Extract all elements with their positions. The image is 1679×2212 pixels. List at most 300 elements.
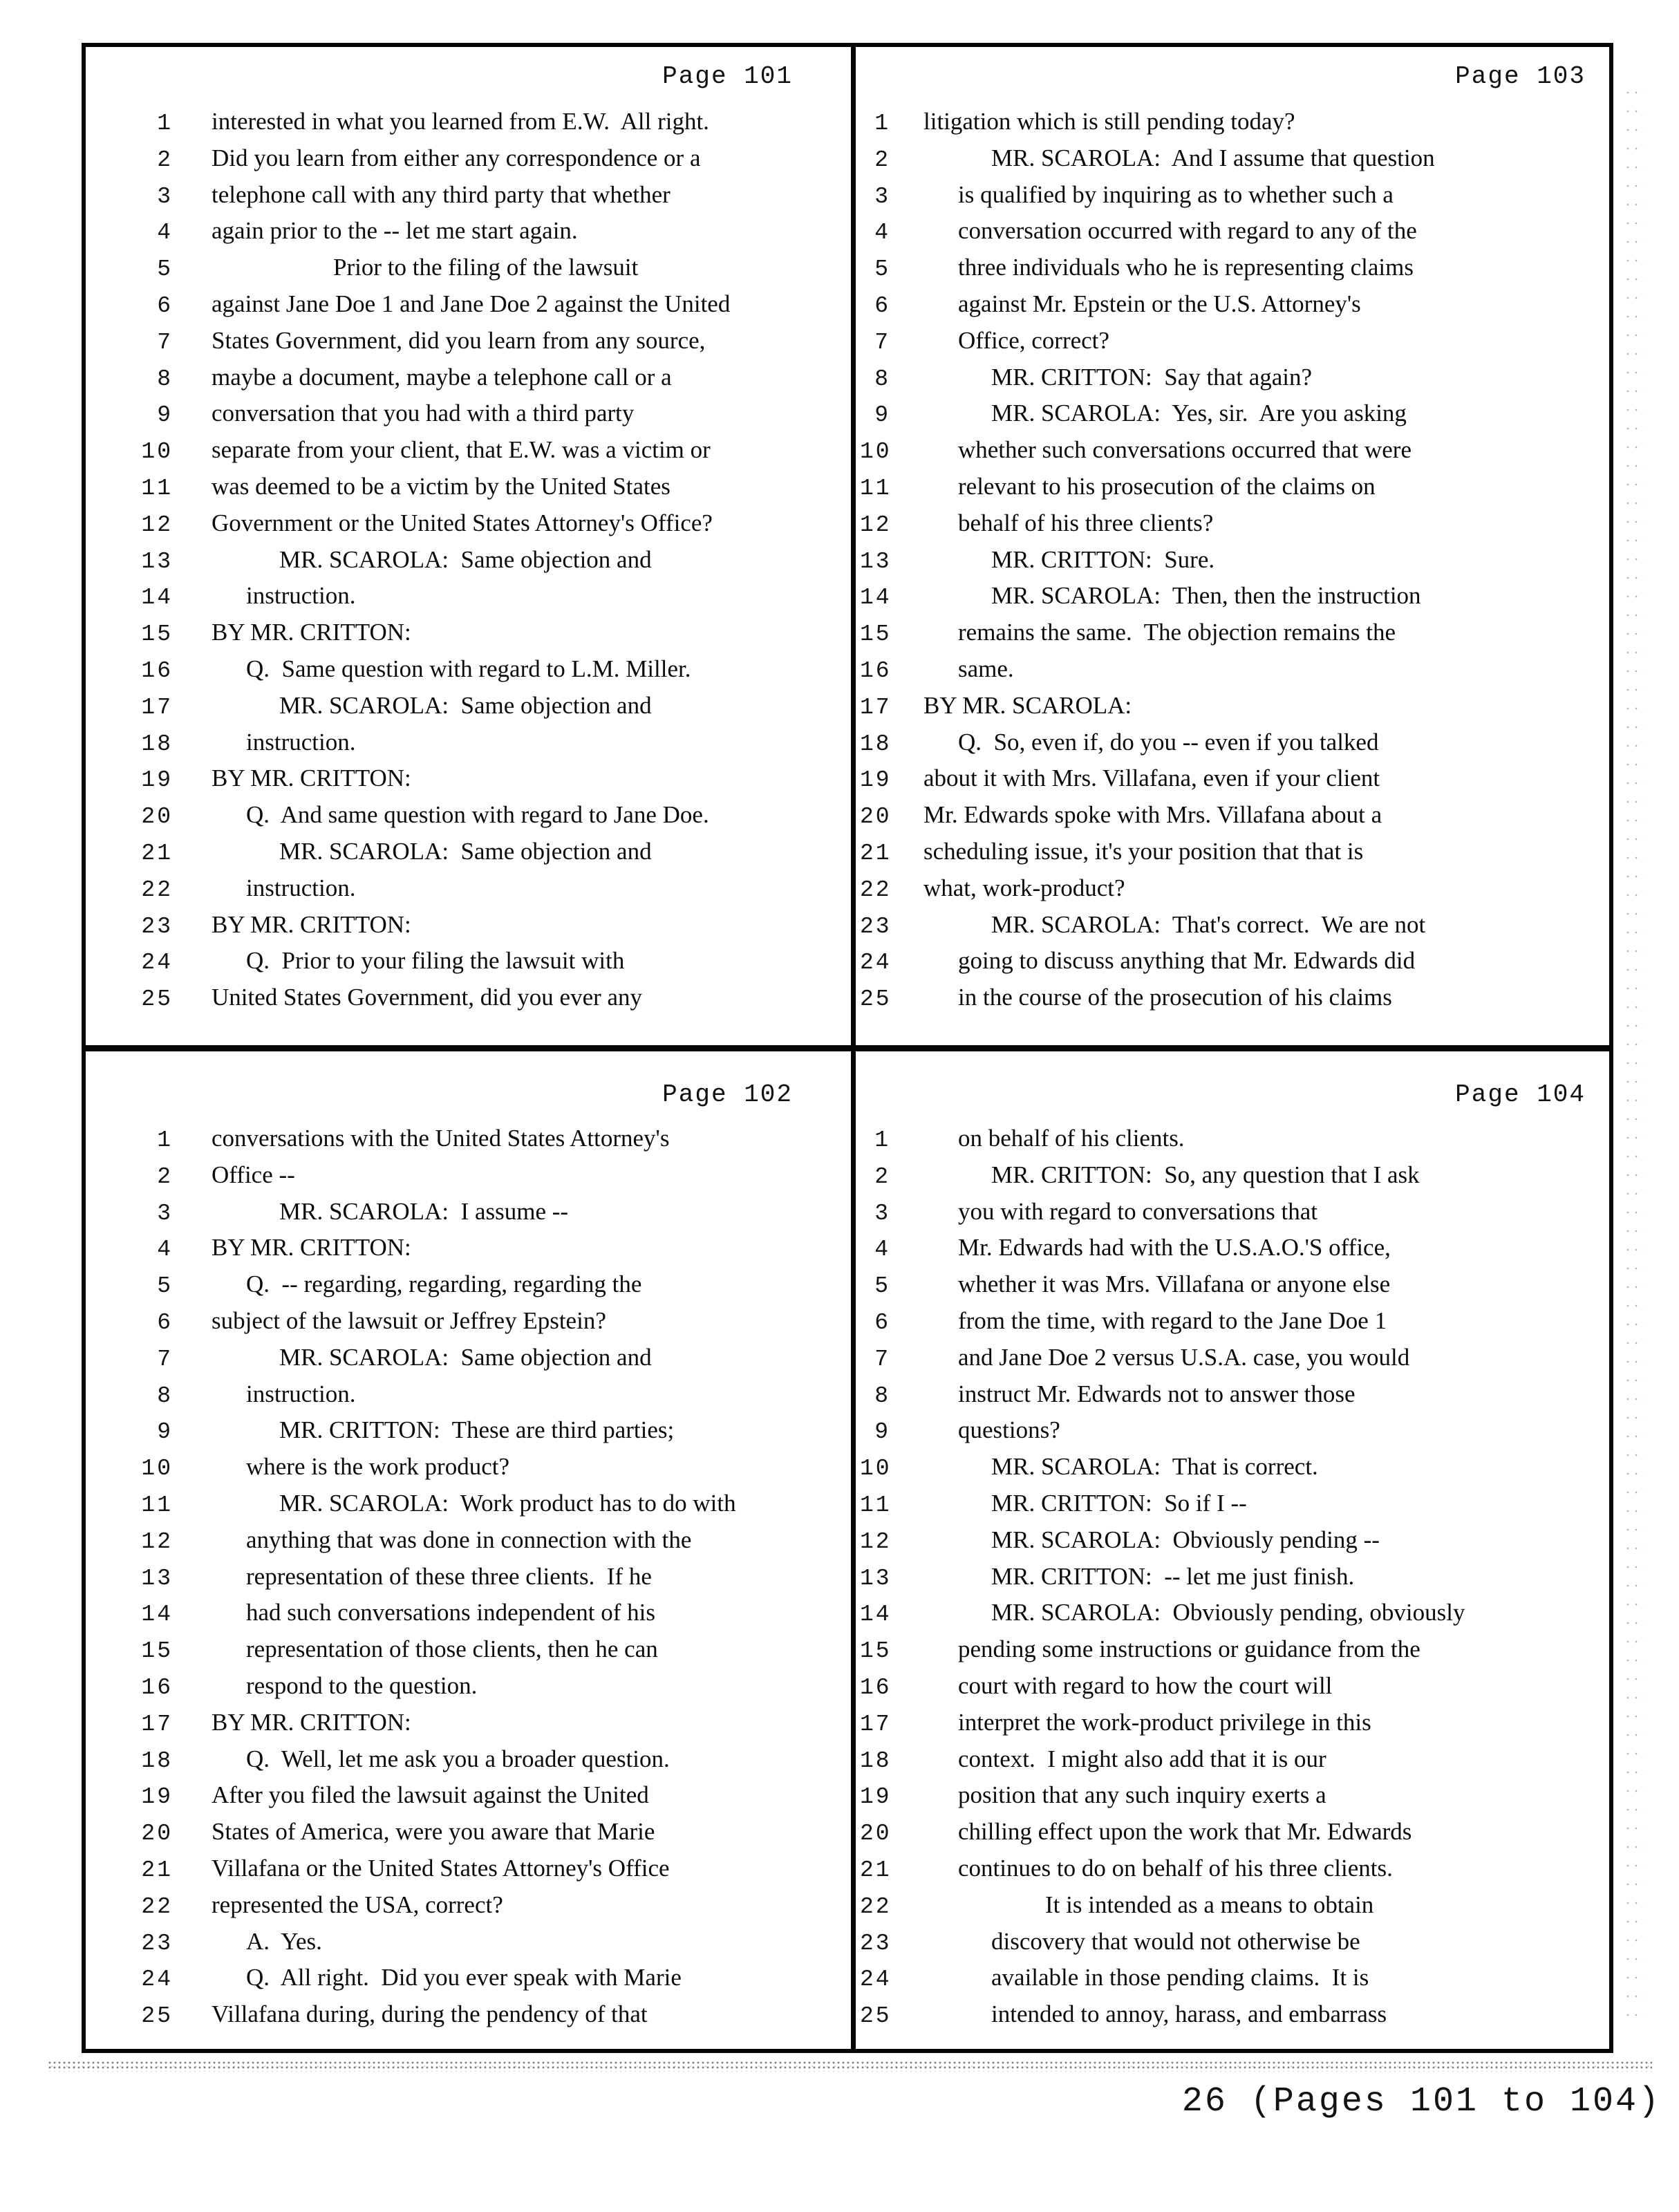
transcript-line	[90, 692, 847, 729]
line-text: Q. All right. Did you ever speak with Marie	[246, 1964, 682, 1991]
line-number: 14	[860, 1602, 892, 1628]
line-text: had such conversations independent of his	[246, 1599, 655, 1627]
line-number: 22	[860, 1893, 892, 1920]
transcript-line	[860, 290, 1611, 327]
line-text: is qualified by inquiring as to whether such a	[958, 180, 1394, 208]
line-text: BY MR. CRITTON:	[212, 765, 411, 792]
line-number: 1	[157, 111, 173, 136]
transcript-line	[860, 1198, 1611, 1235]
transcript-line	[90, 217, 847, 254]
line-number: 6	[874, 1309, 890, 1335]
line-number: 4	[157, 220, 173, 246]
transcript-line	[860, 1380, 1611, 1417]
line-number: 9	[874, 402, 890, 429]
transcript-line	[860, 692, 1611, 729]
line-number: 11	[860, 1492, 892, 1518]
line-number: 20	[860, 804, 892, 830]
transcript-line	[90, 254, 847, 290]
line-number: 16	[141, 1674, 173, 1700]
transcript-line	[90, 984, 847, 1020]
line-text: BY MR. CRITTON:	[212, 1234, 411, 1262]
line-text: going to discuss anything that Mr. Edwards did	[958, 947, 1416, 975]
line-number: 13	[860, 548, 892, 574]
transcript-line	[860, 546, 1611, 583]
line-number: 3	[157, 183, 173, 209]
line-text: telephone call with any third party that whether	[212, 180, 670, 208]
transcript-line	[90, 1928, 847, 1965]
line-number: 2	[874, 147, 890, 173]
line-number: 17	[860, 694, 892, 720]
line-text: context. I might also add that it is our	[958, 1745, 1326, 1772]
line-number: 5	[157, 1273, 173, 1300]
page-header: Page 101	[662, 62, 793, 91]
line-text: intended to annoy, harass, and embarrass	[991, 2000, 1387, 2028]
line-text: interested in what you learned from E.W. All right.	[212, 108, 709, 135]
transcript-line	[90, 1161, 847, 1198]
line-number: 25	[141, 2003, 173, 2030]
transcript-line	[860, 1563, 1611, 1600]
line-text: scheduling issue, it's your position that that is	[923, 837, 1364, 865]
line-number: 22	[141, 877, 173, 903]
transcript-line	[90, 1125, 847, 1161]
line-number: 14	[141, 585, 173, 611]
transcript-line	[860, 874, 1611, 911]
line-number: 18	[860, 1747, 892, 1774]
transcript-line	[860, 911, 1611, 948]
line-number: 21	[141, 1857, 173, 1883]
transcript-line	[90, 838, 847, 874]
transcript-line	[90, 1307, 847, 1344]
line-text: Office --	[212, 1161, 295, 1188]
line-text: MR. CRITTON: These are third parties;	[279, 1416, 675, 1444]
line-text: Mr. Edwards had with the U.S.A.O.'S office,	[958, 1234, 1391, 1262]
line-text: conversation that you had with a third party	[212, 400, 635, 427]
line-text: MR. SCAROLA: And I assume that question	[991, 144, 1435, 171]
line-number: 9	[874, 1419, 890, 1445]
line-text: MR. SCAROLA: That's correct. We are not	[991, 910, 1426, 938]
line-text: same.	[958, 655, 1014, 682]
transcript-line	[860, 436, 1611, 473]
transcript-line	[90, 1635, 847, 1672]
line-number: 11	[141, 1492, 173, 1518]
line-text: whether such conversations occurred that were	[958, 436, 1411, 464]
line-number: 13	[141, 548, 173, 574]
line-number: 12	[860, 512, 892, 538]
line-number: 13	[141, 1565, 173, 1591]
line-number: 11	[860, 475, 892, 501]
line-number: 3	[874, 1200, 890, 1226]
transcript-line	[90, 436, 847, 473]
transcript-line	[90, 582, 847, 619]
transcript-page-103	[860, 48, 1611, 1042]
transcript-line	[90, 911, 847, 948]
line-number: 14	[860, 585, 892, 611]
line-text: Q. Well, let me ask you a broader question.	[246, 1745, 670, 1772]
line-number: 1	[157, 1127, 173, 1153]
line-text: where is the work product?	[246, 1453, 509, 1481]
line-text: discovery that would not otherwise be	[991, 1927, 1360, 1955]
transcript-line	[90, 1198, 847, 1235]
line-text: in the course of the prosecution of his claims	[958, 984, 1392, 1011]
line-number: 24	[141, 950, 173, 976]
line-number: 21	[141, 840, 173, 866]
transcript-line	[860, 984, 1611, 1020]
line-number: 12	[860, 1528, 892, 1555]
transcript-line	[90, 181, 847, 218]
line-number: 15	[141, 1638, 173, 1665]
transcript-line	[90, 1453, 847, 1490]
line-number: 15	[860, 621, 892, 648]
transcript-lines	[860, 108, 1611, 1020]
line-text: against Mr. Epstein or the U.S. Attorney's	[958, 290, 1361, 317]
line-text: whether it was Mrs. Villafana or anyone else	[958, 1271, 1391, 1298]
line-number: 18	[860, 731, 892, 757]
line-text: Q. Prior to your filing the lawsuit with	[246, 947, 625, 975]
line-text: respond to the question.	[246, 1671, 478, 1699]
transcript-line	[90, 1599, 847, 1635]
line-text: Villafana during, during the pendency of that	[212, 2000, 648, 2028]
transcript-line	[860, 1307, 1611, 1344]
transcript-line	[90, 327, 847, 364]
line-number: 18	[141, 731, 173, 757]
line-text: interpret the work-product privilege in this	[958, 1708, 1371, 1736]
line-number: 23	[141, 1930, 173, 1956]
transcript-line	[90, 655, 847, 692]
line-text: States Government, did you learn from any source,	[212, 326, 706, 354]
transcript-line	[860, 801, 1611, 838]
line-number: 13	[860, 1565, 892, 1591]
line-text: subject of the lawsuit or Jeffrey Epstein?	[212, 1306, 606, 1334]
transcript-line	[90, 619, 847, 655]
line-text: separate from your client, that E.W. was a victim or	[212, 436, 711, 464]
transcript-line	[90, 1672, 847, 1709]
transcript-line	[860, 1526, 1611, 1563]
transcript-page-104	[860, 1054, 1611, 2050]
line-text: again prior to the -- let me start again.	[212, 217, 578, 245]
line-text: pending some instructions or guidance from the	[958, 1635, 1420, 1663]
line-text: representation of these three clients. If he	[246, 1562, 652, 1590]
line-number: 20	[141, 1821, 173, 1847]
line-text: conversations with the United States Attorney's	[212, 1125, 670, 1152]
transcript-line	[90, 1234, 847, 1271]
transcript-line	[860, 838, 1611, 874]
line-text: instruction.	[246, 728, 356, 756]
transcript-line	[860, 1161, 1611, 1198]
line-text: position that any such inquiry exerts a	[958, 1781, 1326, 1809]
line-text: BY MR. SCAROLA:	[923, 691, 1132, 719]
page-header: Page 102	[662, 1080, 793, 1109]
transcript-line	[90, 1818, 847, 1855]
line-text: United States Government, did you ever any	[212, 984, 643, 1011]
line-text: on behalf of his clients.	[958, 1125, 1185, 1152]
line-text: relevant to his prosecution of the claims on	[958, 472, 1376, 500]
line-number: 16	[141, 657, 173, 684]
transcript-line	[860, 1855, 1611, 1891]
line-number: 14	[141, 1602, 173, 1628]
line-text: BY MR. CRITTON:	[212, 1708, 411, 1736]
line-number: 19	[860, 1784, 892, 1810]
transcript-line	[860, 1490, 1611, 1526]
line-number: 23	[860, 913, 892, 939]
line-number: 16	[860, 1674, 892, 1700]
line-text: conversation occurred with regard to any of the	[958, 217, 1417, 245]
transcript-line	[860, 765, 1611, 801]
page-header: Page 104	[1455, 1080, 1586, 1109]
transcript-line	[860, 1271, 1611, 1307]
line-number: 17	[141, 1711, 173, 1737]
transcript-line	[90, 509, 847, 546]
line-text: Q. -- regarding, regarding, regarding the	[246, 1271, 642, 1298]
line-number: 5	[157, 256, 173, 283]
transcript-line	[860, 619, 1611, 655]
line-text: States of America, were you aware that Marie	[212, 1818, 655, 1846]
line-text: BY MR. CRITTON:	[212, 619, 411, 646]
transcript-lines	[90, 1125, 847, 2037]
line-number: 22	[860, 877, 892, 903]
transcript-line	[90, 1964, 847, 2000]
line-text: anything that was done in connection with the	[246, 1526, 692, 1553]
line-number: 24	[141, 1967, 173, 1993]
line-number: 6	[874, 292, 890, 319]
line-number: 10	[860, 439, 892, 465]
line-number: 8	[157, 366, 173, 392]
line-number: 7	[874, 329, 890, 355]
line-text: was deemed to be a victim by the United States	[212, 472, 670, 500]
line-text: instruct Mr. Edwards not to answer those	[958, 1380, 1356, 1407]
transcript-line	[860, 254, 1611, 290]
transcript-line	[860, 1344, 1611, 1380]
transcript-line	[90, 144, 847, 181]
line-text: Mr. Edwards spoke with Mrs. Villafana about a	[923, 801, 1382, 829]
transcript-line	[90, 1526, 847, 1563]
line-text: MR. SCAROLA: Yes, sir. Are you asking	[991, 400, 1407, 427]
line-number: 22	[141, 1893, 173, 1920]
transcript-line	[90, 1891, 847, 1928]
line-text: MR. CRITTON: Say that again?	[991, 363, 1313, 391]
line-number: 23	[860, 1930, 892, 1956]
line-text: Q. So, even if, do you -- even if you talked	[958, 728, 1379, 756]
transcript-line	[90, 1563, 847, 1600]
footer-page-indicator: 26 (Pages 101 to 104)	[1181, 2082, 1661, 2121]
line-number: 8	[874, 366, 890, 392]
transcript-line	[860, 181, 1611, 218]
line-number: 7	[157, 329, 173, 355]
transcript-line	[860, 1709, 1611, 1745]
line-number: 12	[141, 1528, 173, 1555]
line-text: Q. Same question with regard to L.M. Miller.	[246, 655, 691, 682]
divider-horizontal	[82, 1045, 1613, 1051]
line-text: and Jane Doe 2 versus U.S.A. case, you would	[958, 1343, 1410, 1371]
transcript-line	[90, 765, 847, 801]
line-number: 3	[157, 1200, 173, 1226]
line-text: BY MR. CRITTON:	[212, 910, 411, 938]
line-number: 21	[860, 1857, 892, 1883]
line-text: After you filed the lawsuit against the United	[212, 1781, 649, 1809]
line-number: 20	[141, 804, 173, 830]
line-text: three individuals who he is representing claims	[958, 254, 1414, 281]
line-number: 17	[141, 694, 173, 720]
line-text: MR. SCAROLA: Same objection and	[279, 1343, 652, 1371]
transcript-line	[90, 801, 847, 838]
line-number: 4	[874, 1237, 890, 1263]
transcript-line	[90, 1271, 847, 1307]
line-text: representation of those clients, then he can	[246, 1635, 658, 1663]
transcript-line	[860, 1234, 1611, 1271]
transcript-line	[860, 1891, 1611, 1928]
line-text: court with regard to how the court will	[958, 1671, 1333, 1699]
line-number: 24	[860, 1967, 892, 1993]
transcript-line	[860, 509, 1611, 546]
transcript-line	[860, 473, 1611, 509]
transcript-line	[860, 582, 1611, 619]
transcript-line	[90, 364, 847, 400]
scan-artifact-right-edge	[1626, 90, 1644, 2018]
line-number: 25	[860, 986, 892, 1013]
transcript-line	[90, 1490, 847, 1526]
line-number: 19	[860, 767, 892, 794]
transcript-line	[90, 947, 847, 984]
line-number: 15	[141, 621, 173, 648]
transcript-line	[90, 1709, 847, 1745]
line-text: Villafana or the United States Attorney's Office	[212, 1854, 670, 1882]
line-text: about it with Mrs. Villafana, even if your client	[923, 765, 1380, 792]
line-number: 10	[141, 1456, 173, 1482]
transcript-line	[90, 473, 847, 509]
transcript-line	[90, 1855, 847, 1891]
line-text: MR. SCAROLA: Obviously pending --	[991, 1526, 1380, 1553]
line-text: Office, correct?	[958, 326, 1109, 354]
line-text: MR. SCAROLA: Same objection and	[279, 545, 652, 573]
transcript-line	[860, 364, 1611, 400]
scan-artifact-bottom	[48, 2061, 1652, 2072]
line-number: 4	[157, 1237, 173, 1263]
transcript-line	[860, 729, 1611, 765]
line-number: 24	[860, 950, 892, 976]
line-number: 5	[874, 256, 890, 283]
line-number: 19	[141, 767, 173, 794]
transcript-line	[90, 1380, 847, 1417]
transcript-line	[860, 108, 1611, 144]
line-text: MR. CRITTON: So, any question that I ask	[991, 1161, 1420, 1188]
line-text: It is intended as a means to obtain	[1045, 1891, 1374, 1918]
line-number: 1	[874, 111, 890, 136]
line-text: A. Yes.	[246, 1927, 322, 1955]
line-text: MR. CRITTON: Sure.	[991, 545, 1215, 573]
line-text: instruction.	[246, 582, 356, 610]
line-number: 9	[157, 1419, 173, 1445]
line-number: 23	[141, 913, 173, 939]
line-text: represented the USA, correct?	[212, 1891, 503, 1918]
transcript-line	[90, 1416, 847, 1453]
line-number: 9	[157, 402, 173, 429]
transcript-line	[860, 1818, 1611, 1855]
line-text: you with regard to conversations that	[958, 1197, 1318, 1225]
transcript-page-101	[90, 48, 847, 1042]
transcript-line	[90, 290, 847, 327]
line-number: 17	[860, 1711, 892, 1737]
transcript-line	[90, 874, 847, 911]
line-number: 5	[874, 1273, 890, 1300]
transcript-line	[860, 1781, 1611, 1818]
line-number: 10	[141, 439, 173, 465]
line-number: 8	[157, 1382, 173, 1409]
transcript-lines	[860, 1125, 1611, 2037]
transcript-line	[860, 1599, 1611, 1635]
line-text: MR. SCAROLA: I assume --	[279, 1197, 569, 1225]
transcript-line	[860, 144, 1611, 181]
transcript-line	[860, 1125, 1611, 1161]
line-number: 12	[141, 512, 173, 538]
line-text: instruction.	[246, 874, 356, 901]
transcript-line	[860, 1453, 1611, 1490]
line-number: 4	[874, 220, 890, 246]
transcript-line	[860, 2000, 1611, 2037]
transcript-line	[860, 1635, 1611, 1672]
transcript-page-102	[90, 1054, 847, 2050]
line-number: 18	[141, 1747, 173, 1774]
transcript-line	[860, 1672, 1611, 1709]
transcript-line	[90, 1344, 847, 1380]
line-text: Government or the United States Attorney's Office?	[212, 509, 713, 536]
transcript-line	[90, 2000, 847, 2037]
transcript-lines	[90, 108, 847, 1020]
line-text: what, work-product?	[923, 874, 1125, 901]
line-text: Q. And same question with regard to Jane Doe.	[246, 801, 709, 829]
line-text: behalf of his three clients?	[958, 509, 1214, 536]
line-text: questions?	[958, 1416, 1060, 1444]
transcript-line	[860, 1964, 1611, 2000]
line-number: 25	[860, 2003, 892, 2030]
line-number: 8	[874, 1382, 890, 1409]
line-text: MR. SCAROLA: Obviously pending, obviously	[991, 1599, 1465, 1627]
line-text: MR. CRITTON: -- let me just finish.	[991, 1562, 1355, 1590]
line-number: 10	[860, 1456, 892, 1482]
line-text: Did you learn from either any correspondence or a	[212, 144, 701, 171]
line-text: remains the same. The objection remains the	[958, 619, 1396, 646]
line-text: from the time, with regard to the Jane Doe 1	[958, 1306, 1387, 1334]
line-number: 2	[157, 1163, 173, 1190]
line-text: available in those pending claims. It is	[991, 1964, 1369, 1991]
line-number: 15	[860, 1638, 892, 1665]
transcript-line	[860, 1416, 1611, 1453]
line-text: maybe a document, maybe a telephone call or a	[212, 363, 672, 391]
line-number: 2	[157, 147, 173, 173]
line-text: MR. CRITTON: So if I --	[991, 1489, 1247, 1517]
line-number: 25	[141, 986, 173, 1013]
line-text: MR. SCAROLA: That is correct.	[991, 1453, 1318, 1481]
line-text: continues to do on behalf of his three clients.	[958, 1854, 1393, 1882]
line-number: 21	[860, 840, 892, 866]
line-number: 3	[874, 183, 890, 209]
line-text: chilling effect upon the work that Mr. Edwards	[958, 1818, 1412, 1846]
line-number: 19	[141, 1784, 173, 1810]
line-number: 1	[874, 1127, 890, 1153]
line-number: 6	[157, 292, 173, 319]
line-text: against Jane Doe 1 and Jane Doe 2 against the United	[212, 290, 731, 317]
line-text: instruction.	[246, 1380, 356, 1407]
transcript-line	[90, 1781, 847, 1818]
transcript-line	[860, 1928, 1611, 1965]
transcript-line	[860, 1745, 1611, 1782]
line-number: 2	[874, 1163, 890, 1190]
transcript-line	[860, 947, 1611, 984]
line-number: 16	[860, 657, 892, 684]
transcript-line	[860, 217, 1611, 254]
transcript-line	[860, 327, 1611, 364]
line-number: 7	[874, 1346, 890, 1372]
transcript-line	[90, 108, 847, 144]
page-header: Page 103	[1455, 62, 1586, 91]
